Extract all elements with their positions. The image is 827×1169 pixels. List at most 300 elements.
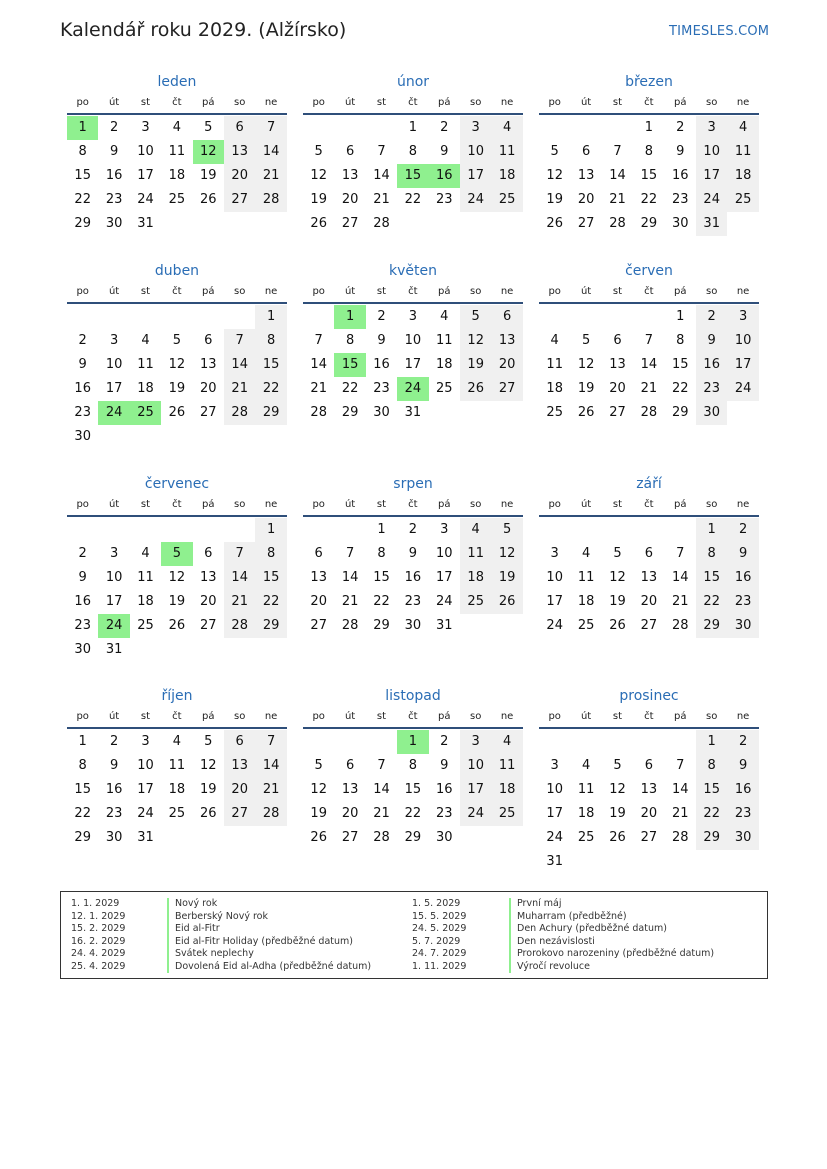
weekday-header: čt	[172, 499, 182, 510]
day-cell: 11	[491, 140, 522, 164]
day-cell: 16	[727, 778, 758, 802]
weekday-header: čt	[644, 711, 654, 722]
day-cell: 13	[609, 357, 626, 372]
day-cell: 13	[200, 357, 217, 372]
day-cell: 4	[460, 518, 491, 542]
day-cell: 2	[109, 120, 119, 135]
weekday-header: st	[140, 97, 151, 108]
day-cell: 19	[609, 594, 626, 609]
day-cell: 19	[609, 806, 626, 821]
day-cell: 6	[204, 333, 213, 348]
day-cell: 29	[640, 216, 658, 231]
legend-date: 1. 11. 2029	[412, 960, 467, 972]
day-cell: 9	[727, 542, 758, 566]
day-cell: 9	[377, 333, 386, 348]
day-cell: 7	[255, 730, 286, 754]
day-cell: 23	[696, 377, 727, 401]
day-cell: 18	[491, 778, 522, 802]
day-cell: 4	[491, 730, 522, 754]
day-cell: 7	[255, 116, 286, 140]
month-divider	[67, 727, 287, 729]
day-cell: 6	[224, 116, 255, 140]
day-cell: 8	[377, 546, 386, 561]
weekday-header: čt	[644, 97, 654, 108]
day-cell: 4	[141, 333, 150, 348]
day-cell: 1	[78, 734, 87, 749]
day-cell: 15	[404, 782, 422, 797]
day-cell: 16	[74, 594, 91, 609]
day-cell: 7	[377, 144, 386, 159]
month-name: březen	[625, 74, 673, 90]
day-cell: 20	[224, 164, 255, 188]
legend-right-dates	[412, 898, 466, 973]
day-cell: 19	[200, 168, 217, 183]
day-cell: 13	[640, 782, 658, 797]
day-cell: 22	[255, 377, 286, 401]
day-cell: 3	[141, 120, 150, 135]
day-cell: 22	[341, 381, 359, 396]
day-cell: 17	[436, 570, 453, 585]
legend-holiday-name: První máj	[517, 898, 562, 909]
day-cell: 5	[172, 333, 182, 348]
day-cell: 5	[460, 305, 491, 329]
day-cell: 10	[460, 140, 491, 164]
day-cell: 6	[224, 730, 255, 754]
legend-holiday-name: Prorokovo narozeniny (předběžné datum)	[517, 948, 715, 959]
day-cell: 3	[440, 522, 449, 537]
weekday-header: po	[312, 711, 325, 722]
day-cell: 17	[460, 164, 491, 188]
day-cell: 5	[581, 333, 591, 348]
day-cell: 7	[377, 758, 386, 773]
day-cell: 22	[696, 802, 727, 826]
day-cell: 25	[577, 618, 595, 633]
day-cell: 11	[577, 570, 595, 585]
weekday-header: ne	[500, 711, 514, 722]
day-cell: 24	[727, 377, 758, 401]
day-cell: 1	[377, 522, 386, 537]
month-name: prosinec	[619, 688, 679, 704]
month-divider	[67, 515, 287, 517]
day-cell: 6	[314, 546, 323, 561]
day-cell: 2	[78, 333, 87, 348]
weekday-header: ne	[736, 711, 750, 722]
day-cell: 10	[460, 754, 491, 778]
day-cell: 23	[436, 192, 453, 207]
weekday-header: st	[612, 499, 623, 510]
day-cell: 10	[546, 570, 563, 585]
day-cell: 17	[105, 594, 123, 609]
day-cell: 29	[341, 405, 359, 420]
day-cell: 18	[460, 566, 491, 590]
day-cell: 7	[224, 329, 255, 353]
legend-date: 1. 1. 2029	[71, 898, 120, 909]
day-cell: 7	[345, 546, 355, 561]
day-cell: 25	[137, 618, 154, 633]
day-cell: 5	[613, 546, 622, 561]
day-cell: 1	[408, 120, 418, 135]
weekday-header: po	[76, 499, 89, 510]
day-cell: 2	[727, 518, 758, 542]
day-cell: 30	[74, 642, 91, 657]
day-cell: 12	[168, 357, 186, 372]
day-cell: 9	[440, 144, 449, 159]
day-cell: 22	[74, 192, 91, 207]
day-cell: 28	[672, 618, 689, 633]
day-cell: 12	[200, 758, 217, 773]
brand-link[interactable]: TIMESLES.COM	[669, 24, 770, 39]
weekday-header: ne	[264, 711, 278, 722]
day-cell: 3	[550, 546, 559, 561]
day-cell: 25	[546, 405, 563, 420]
day-cell: 26	[310, 216, 327, 231]
day-cell: 11	[137, 357, 154, 372]
day-cell: 17	[105, 381, 123, 396]
day-cell: 10	[696, 140, 727, 164]
day-cell: 27	[491, 377, 522, 401]
day-cell: 14	[224, 353, 255, 377]
weekday-header: so	[234, 286, 246, 297]
holiday-day-cell: 24	[397, 377, 428, 401]
day-cell: 23	[74, 405, 91, 420]
weekday-header: po	[76, 97, 89, 108]
day-cell: 20	[200, 381, 217, 396]
legend-holiday-name: Den Achury (předběžné datum)	[517, 923, 667, 934]
day-cell: 30	[105, 216, 123, 231]
weekday-header: út	[344, 97, 356, 108]
day-cell: 19	[546, 192, 563, 207]
day-cell: 15	[373, 570, 390, 585]
day-cell: 23	[672, 192, 689, 207]
weekday-header: čt	[408, 286, 418, 297]
day-cell: 27	[341, 830, 359, 845]
day-cell: 1	[255, 305, 286, 329]
day-cell: 11	[727, 140, 758, 164]
day-cell: 21	[640, 381, 658, 396]
month-name: listopad	[385, 688, 441, 704]
day-cell: 14	[224, 566, 255, 590]
day-cell: 14	[672, 782, 689, 797]
day-cell: 23	[436, 806, 453, 821]
day-cell: 4	[727, 116, 758, 140]
day-cell: 30	[404, 618, 422, 633]
weekday-header: ne	[736, 286, 750, 297]
holiday-day-cell: 5	[161, 542, 192, 566]
weekday-header: st	[140, 711, 151, 722]
weekday-header: ne	[500, 499, 514, 510]
weekday-header: čt	[408, 499, 418, 510]
day-cell: 21	[224, 590, 255, 614]
day-cell: 25	[168, 806, 186, 821]
day-cell: 2	[440, 734, 449, 749]
day-cell: 17	[546, 806, 563, 821]
day-cell: 21	[255, 164, 286, 188]
weekday-header: pá	[202, 97, 215, 108]
weekday-header: po	[548, 286, 561, 297]
day-cell: 17	[696, 164, 727, 188]
day-cell: 12	[310, 782, 327, 797]
day-cell: 27	[640, 830, 658, 845]
page-title: Kalendář roku 2029. (Alžírsko)	[60, 19, 347, 41]
day-cell: 9	[78, 570, 87, 585]
day-cell: 8	[255, 542, 286, 566]
weekday-header: st	[376, 499, 387, 510]
day-cell: 2	[676, 120, 685, 135]
weekday-header: pá	[674, 286, 687, 297]
day-cell: 7	[676, 758, 685, 773]
weekday-header: so	[706, 97, 718, 108]
day-cell: 21	[672, 594, 689, 609]
month-name: květen	[389, 263, 437, 279]
day-cell: 31	[137, 216, 154, 231]
day-cell: 22	[404, 806, 422, 821]
day-cell: 3	[696, 116, 727, 140]
day-cell: 28	[310, 405, 327, 420]
day-cell: 16	[74, 381, 91, 396]
day-cell: 11	[168, 758, 186, 773]
day-cell: 27	[341, 216, 359, 231]
day-cell: 21	[341, 594, 359, 609]
weekday-header: út	[344, 711, 356, 722]
day-cell: 16	[436, 782, 453, 797]
day-cell: 27	[310, 618, 327, 633]
month-divider	[67, 302, 287, 304]
day-cell: 26	[168, 405, 186, 420]
day-cell: 31	[436, 618, 453, 633]
weekday-header: ne	[264, 499, 278, 510]
day-cell: 31	[546, 854, 563, 869]
day-cell: 26	[577, 405, 595, 420]
day-cell: 2	[408, 522, 418, 537]
month-divider	[303, 302, 523, 304]
day-cell: 24	[546, 830, 563, 845]
day-cell: 13	[341, 782, 359, 797]
legend-date: 24. 4. 2029	[71, 948, 126, 959]
day-cell: 26	[491, 590, 522, 614]
day-cell: 6	[581, 144, 591, 159]
legend-left-marker	[167, 898, 169, 973]
day-cell: 19	[200, 782, 217, 797]
weekday-header: ne	[500, 286, 514, 297]
day-cell: 14	[672, 570, 689, 585]
weekday-header: po	[312, 286, 325, 297]
weekday-header: čt	[172, 286, 182, 297]
day-cell: 28	[255, 188, 286, 212]
day-cell: 4	[440, 309, 449, 324]
day-cell: 28	[341, 618, 359, 633]
day-cell: 22	[404, 192, 422, 207]
day-cell: 6	[644, 758, 654, 773]
weekday-header: pá	[202, 711, 215, 722]
day-cell: 20	[609, 381, 626, 396]
month-divider	[539, 302, 759, 304]
day-cell: 26	[200, 192, 217, 207]
weekday-header: ne	[736, 97, 750, 108]
day-cell: 23	[105, 806, 123, 821]
day-cell: 12	[577, 357, 595, 372]
day-cell: 19	[168, 594, 186, 609]
day-cell: 24	[436, 594, 453, 609]
day-cell: 12	[310, 168, 327, 183]
weekday-header: pá	[674, 711, 687, 722]
weekday-header: po	[312, 499, 325, 510]
day-cell: 9	[109, 144, 119, 159]
day-cell: 29	[404, 830, 422, 845]
legend-holiday-name: Svátek neplechy	[175, 948, 254, 959]
day-cell: 3	[408, 309, 418, 324]
weekday-header: út	[580, 97, 592, 108]
day-cell: 29	[696, 614, 727, 638]
day-cell: 2	[78, 546, 87, 561]
day-cell: 20	[640, 594, 658, 609]
day-cell: 22	[672, 381, 689, 396]
day-cell: 20	[640, 806, 658, 821]
day-cell: 20	[200, 594, 217, 609]
day-cell: 20	[224, 778, 255, 802]
weekday-header: čt	[172, 711, 182, 722]
holiday-day-cell: 24	[98, 614, 129, 638]
weekday-header: so	[234, 711, 246, 722]
day-cell: 7	[676, 546, 685, 561]
day-cell: 18	[577, 594, 595, 609]
weekday-header: ne	[736, 499, 750, 510]
day-cell: 1	[676, 309, 685, 324]
month-divider	[303, 727, 523, 729]
day-cell: 3	[550, 758, 559, 773]
day-cell: 23	[373, 381, 390, 396]
day-cell: 18	[137, 381, 154, 396]
day-cell: 30	[727, 614, 758, 638]
day-cell: 27	[200, 618, 217, 633]
day-cell: 31	[105, 642, 123, 657]
day-cell: 17	[727, 353, 758, 377]
day-cell: 22	[255, 590, 286, 614]
day-cell: 18	[546, 381, 563, 396]
day-cell: 30	[696, 401, 727, 425]
day-cell: 26	[168, 618, 186, 633]
day-cell: 22	[74, 806, 91, 821]
day-cell: 19	[577, 381, 595, 396]
day-cell: 3	[109, 333, 119, 348]
day-cell: 15	[255, 566, 286, 590]
day-cell: 30	[436, 830, 453, 845]
day-cell: 29	[74, 830, 91, 845]
weekday-header: út	[344, 286, 356, 297]
legend-holiday-name: Eid al-Fitr	[175, 923, 220, 934]
day-cell: 19	[310, 806, 327, 821]
day-cell: 5	[204, 734, 213, 749]
legend-left-dates	[71, 898, 125, 973]
day-cell: 26	[609, 618, 626, 633]
day-cell: 12	[168, 570, 186, 585]
day-cell: 25	[491, 188, 522, 212]
holiday-day-cell: 12	[193, 140, 224, 164]
day-cell: 28	[255, 802, 286, 826]
day-cell: 8	[696, 754, 727, 778]
day-cell: 16	[105, 782, 123, 797]
day-cell: 4	[581, 758, 591, 773]
weekday-header: so	[706, 499, 718, 510]
day-cell: 6	[345, 144, 355, 159]
day-cell: 18	[577, 806, 595, 821]
day-cell: 16	[696, 353, 727, 377]
day-cell: 24	[546, 618, 563, 633]
day-cell: 2	[377, 309, 386, 324]
day-cell: 5	[314, 144, 323, 159]
day-cell: 13	[577, 168, 595, 183]
weekday-header: po	[76, 711, 89, 722]
day-cell: 1	[644, 120, 654, 135]
day-cell: 18	[137, 594, 154, 609]
weekday-header: čt	[644, 499, 654, 510]
day-cell: 10	[727, 329, 758, 353]
day-cell: 25	[460, 590, 491, 614]
day-cell: 6	[613, 333, 622, 348]
day-cell: 17	[546, 594, 563, 609]
day-cell: 11	[491, 754, 522, 778]
day-cell: 9	[408, 546, 418, 561]
month-name: leden	[157, 74, 197, 90]
month-name: duben	[154, 263, 200, 279]
day-cell: 21	[310, 381, 327, 396]
day-cell: 22	[640, 192, 658, 207]
day-cell: 27	[609, 405, 626, 420]
day-cell: 15	[74, 168, 91, 183]
month-name: říjen	[161, 688, 193, 704]
day-cell: 10	[137, 758, 154, 773]
day-cell: 6	[644, 546, 654, 561]
legend-date: 25. 4. 2029	[71, 960, 126, 972]
weekday-header: čt	[408, 711, 418, 722]
day-cell: 31	[404, 405, 422, 420]
day-cell: 8	[644, 144, 654, 159]
month-name: červen	[625, 263, 673, 279]
weekday-header: čt	[408, 97, 418, 108]
legend-holiday-name: Den nezávislosti	[517, 935, 595, 947]
weekday-header: pá	[674, 499, 687, 510]
day-cell: 21	[373, 806, 390, 821]
day-cell: 19	[491, 566, 522, 590]
month-divider	[303, 515, 523, 517]
day-cell: 31	[696, 212, 727, 236]
day-cell: 14	[373, 782, 390, 797]
day-cell: 10	[105, 570, 123, 585]
holiday-day-cell: 15	[334, 353, 365, 377]
day-cell: 8	[408, 758, 418, 773]
day-cell: 7	[644, 333, 654, 348]
day-cell: 28	[373, 216, 390, 231]
day-cell: 6	[345, 758, 355, 773]
day-cell: 21	[255, 778, 286, 802]
day-cell: 11	[137, 570, 154, 585]
day-cell: 4	[550, 333, 559, 348]
day-cell: 28	[373, 830, 390, 845]
weekday-header: ne	[264, 97, 278, 108]
weekday-header: út	[108, 97, 120, 108]
weekday-header: út	[108, 499, 120, 510]
weekday-header: so	[706, 711, 718, 722]
legend-date: 1. 5. 2029	[412, 898, 461, 909]
legend-date: 15. 5. 2029	[412, 910, 467, 922]
weekday-header: st	[140, 499, 151, 510]
legend-right-marker	[509, 898, 511, 973]
day-cell: 19	[460, 353, 491, 377]
weekday-header: st	[376, 711, 387, 722]
day-cell: 18	[491, 164, 522, 188]
day-cell: 9	[727, 754, 758, 778]
day-cell: 27	[200, 405, 217, 420]
day-cell: 24	[460, 802, 491, 826]
